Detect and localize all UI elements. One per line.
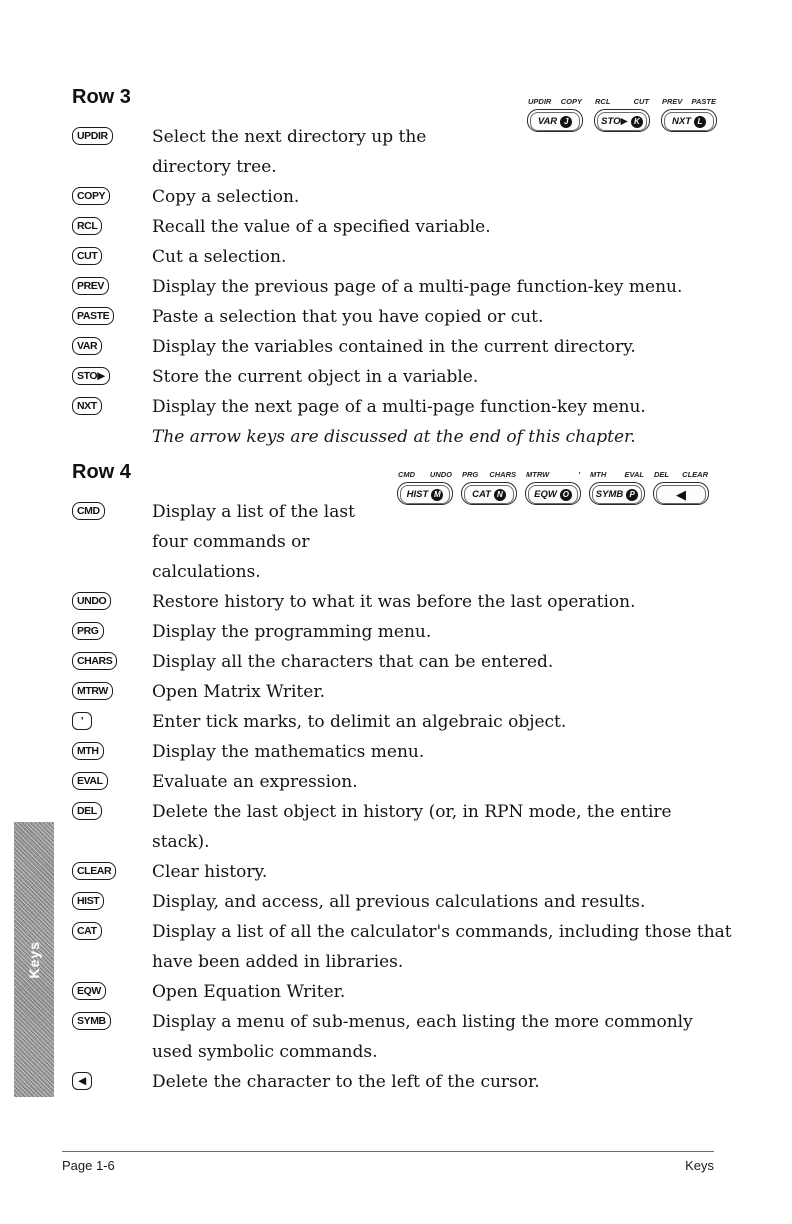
key-description: Display the next page of a multi-page function-key menu. bbox=[152, 397, 646, 417]
key-badge: PASTE bbox=[72, 307, 114, 325]
key-description-row bbox=[72, 302, 732, 332]
key-badge: COPY bbox=[72, 187, 110, 205]
key-main-label: NXT bbox=[672, 116, 691, 127]
key-description-row bbox=[72, 362, 732, 392]
footer-page-number: Page 1-6 bbox=[62, 1158, 115, 1173]
key-badge: PRG bbox=[72, 622, 104, 640]
key-description-row bbox=[72, 707, 732, 737]
key-description-row bbox=[72, 212, 732, 242]
key-description-row bbox=[72, 1007, 732, 1067]
key-main-label: HIST bbox=[406, 489, 429, 500]
key-description: Cut a selection. bbox=[152, 247, 287, 267]
key-description-row bbox=[72, 617, 732, 647]
key-description-row bbox=[72, 182, 732, 212]
left-shift-label: UPDIR bbox=[528, 97, 552, 106]
key-description-row bbox=[72, 917, 732, 977]
chapter-tab-label: Keys bbox=[26, 940, 42, 979]
left-shift-label: CMD bbox=[398, 470, 416, 479]
key-badge-column bbox=[72, 122, 152, 145]
key-badge-column bbox=[72, 707, 152, 730]
key-description: Select the next directory up the directory tree. bbox=[152, 127, 427, 177]
key-description-row bbox=[72, 122, 732, 182]
row4-heading: Row 4 bbox=[72, 461, 131, 483]
section-row4 bbox=[72, 461, 732, 1097]
key-badge-column bbox=[72, 1007, 152, 1030]
key-main-label: VAR bbox=[537, 116, 558, 127]
key-letter-badge: K bbox=[631, 116, 643, 128]
key-description: Open Equation Writer. bbox=[152, 982, 346, 1002]
key-description: Display a menu of sub-menus, each listing the more commonly used symbolic commands. bbox=[152, 1012, 693, 1062]
key-badge-column bbox=[72, 677, 152, 700]
key-badge-column bbox=[72, 182, 152, 205]
key-description: Paste a selection that you have copied or cut. bbox=[152, 307, 544, 327]
key-description-row bbox=[72, 587, 732, 617]
left-shift-label: RCL bbox=[595, 97, 611, 106]
key-badge-column bbox=[72, 767, 152, 790]
key-badge-column bbox=[72, 887, 152, 910]
key-description: Copy a selection. bbox=[152, 187, 300, 207]
key-description-row bbox=[72, 272, 732, 302]
key-main-label: EQW bbox=[534, 489, 557, 500]
key-description-row bbox=[72, 1067, 732, 1097]
key-badge: UPDIR bbox=[72, 127, 113, 145]
key-badge-column bbox=[72, 332, 152, 355]
right-shift-label: ' bbox=[578, 470, 580, 479]
key-letter-badge: M bbox=[431, 489, 443, 501]
key-description-row bbox=[72, 332, 732, 362]
page-content bbox=[72, 86, 732, 1097]
key-badge: EQW bbox=[72, 982, 106, 1000]
key-badge-column bbox=[72, 392, 152, 415]
key-badge-column bbox=[72, 917, 152, 940]
key-badge: STO▶ bbox=[72, 367, 110, 385]
right-shift-label: CHARS bbox=[489, 470, 516, 479]
key-badge-column bbox=[72, 617, 152, 640]
key-badge: CAT bbox=[72, 922, 102, 940]
key-description-row bbox=[72, 797, 732, 857]
key-badge: ◀ bbox=[72, 1072, 92, 1090]
key-description-row bbox=[72, 887, 732, 917]
key-description-row bbox=[72, 392, 732, 422]
key-description-row bbox=[72, 242, 732, 272]
key-badge-column bbox=[72, 587, 152, 610]
key-badge-column bbox=[72, 647, 152, 670]
key-description-row bbox=[72, 647, 732, 677]
key-badge: CUT bbox=[72, 247, 102, 265]
key-main-label: SYMB bbox=[595, 489, 624, 500]
key-badge-column bbox=[72, 212, 152, 235]
key-badge-column bbox=[72, 272, 152, 295]
key-badge: NXT bbox=[72, 397, 102, 415]
right-shift-label: UNDO bbox=[429, 470, 452, 479]
key-description: Display the variables contained in the current directory. bbox=[152, 337, 636, 357]
key-description: Display the programming menu. bbox=[152, 622, 432, 642]
key-badge: CLEAR bbox=[72, 862, 116, 880]
page-footer bbox=[62, 1151, 714, 1173]
key-main-label: ◀ bbox=[676, 487, 686, 502]
row3-heading: Row 3 bbox=[72, 86, 131, 108]
key-badge: HIST bbox=[72, 892, 104, 910]
key-letter-badge: N bbox=[494, 489, 506, 501]
key-badge-column bbox=[72, 242, 152, 265]
key-badge-column bbox=[72, 797, 152, 820]
key-description: Evaluate an expression. bbox=[152, 772, 358, 792]
key-badge: MTRW bbox=[72, 682, 113, 700]
left-shift-label: DEL bbox=[654, 470, 669, 479]
key-description-row bbox=[72, 677, 732, 707]
right-shift-label: EVAL bbox=[624, 470, 644, 479]
row3-note: The arrow keys are discussed at the end of this chapter. bbox=[152, 427, 636, 447]
key-description: Clear history. bbox=[152, 862, 268, 882]
right-shift-label: CUT bbox=[633, 97, 649, 106]
key-badge-column bbox=[72, 1067, 152, 1090]
key-letter-badge: P bbox=[626, 489, 638, 501]
key-description: Open Matrix Writer. bbox=[152, 682, 325, 702]
key-badge: UNDO bbox=[72, 592, 111, 610]
key-description-row bbox=[72, 857, 732, 887]
key-badge-column bbox=[72, 497, 152, 520]
key-description: Display the previous page of a multi-page function-key menu. bbox=[152, 277, 683, 297]
key-description: Display, and access, all previous calculations and results. bbox=[152, 892, 646, 912]
key-main-label: CAT bbox=[472, 489, 491, 500]
key-description-row bbox=[72, 737, 732, 767]
key-badge: VAR bbox=[72, 337, 102, 355]
key-description-row bbox=[72, 977, 732, 1007]
left-shift-label: PRG bbox=[462, 470, 479, 479]
key-description-row bbox=[72, 497, 732, 587]
key-description: Display the mathematics menu. bbox=[152, 742, 425, 762]
right-shift-label: PASTE bbox=[691, 97, 716, 106]
section-row3 bbox=[72, 86, 732, 452]
left-shift-label: MTRW bbox=[526, 470, 550, 479]
key-badge-column bbox=[72, 362, 152, 385]
key-letter-badge: J bbox=[560, 116, 572, 128]
chapter-tab-keys bbox=[14, 822, 54, 1097]
left-shift-label: MTH bbox=[590, 470, 607, 479]
right-shift-label: CLEAR bbox=[682, 470, 708, 479]
key-description: Delete the character to the left of the cursor. bbox=[152, 1072, 540, 1092]
key-main-label: STO▶ bbox=[601, 116, 628, 127]
key-badge: CHARS bbox=[72, 652, 117, 670]
key-badge: DEL bbox=[72, 802, 102, 820]
key-badge: ' bbox=[72, 712, 92, 730]
key-description: Restore history to what it was before the last operation. bbox=[152, 592, 636, 612]
footer-chapter-name: Keys bbox=[685, 1158, 714, 1173]
key-description: Recall the value of a specified variable. bbox=[152, 217, 491, 237]
key-badge: PREV bbox=[72, 277, 109, 295]
key-badge-column bbox=[72, 857, 152, 880]
key-letter-badge: L bbox=[694, 116, 706, 128]
key-description: Store the current object in a variable. bbox=[152, 367, 479, 387]
key-badge-column bbox=[72, 302, 152, 325]
key-badge: SYMB bbox=[72, 1012, 111, 1030]
key-description: Display all the characters that can be entered. bbox=[152, 652, 554, 672]
key-badge-column bbox=[72, 977, 152, 1000]
right-shift-label: COPY bbox=[560, 97, 582, 106]
key-badge: RCL bbox=[72, 217, 102, 235]
key-badge: EVAL bbox=[72, 772, 108, 790]
key-description: Delete the last object in history (or, in RPN mode, the entire stack). bbox=[152, 802, 672, 852]
left-shift-label: PREV bbox=[662, 97, 683, 106]
key-letter-badge: O bbox=[560, 489, 572, 501]
key-badge: MTH bbox=[72, 742, 104, 760]
key-description-row bbox=[72, 767, 732, 797]
key-description: Enter tick marks, to delimit an algebraic object. bbox=[152, 712, 567, 732]
row3-key-list bbox=[72, 122, 732, 422]
key-badge-column bbox=[72, 737, 152, 760]
key-description: Display a list of the last four commands or calculations. bbox=[152, 502, 355, 582]
row4-key-list bbox=[72, 497, 732, 1097]
key-badge: CMD bbox=[72, 502, 105, 520]
key-description: Display a list of all the calculator's commands, including those that have been added in libraries. bbox=[152, 922, 732, 972]
